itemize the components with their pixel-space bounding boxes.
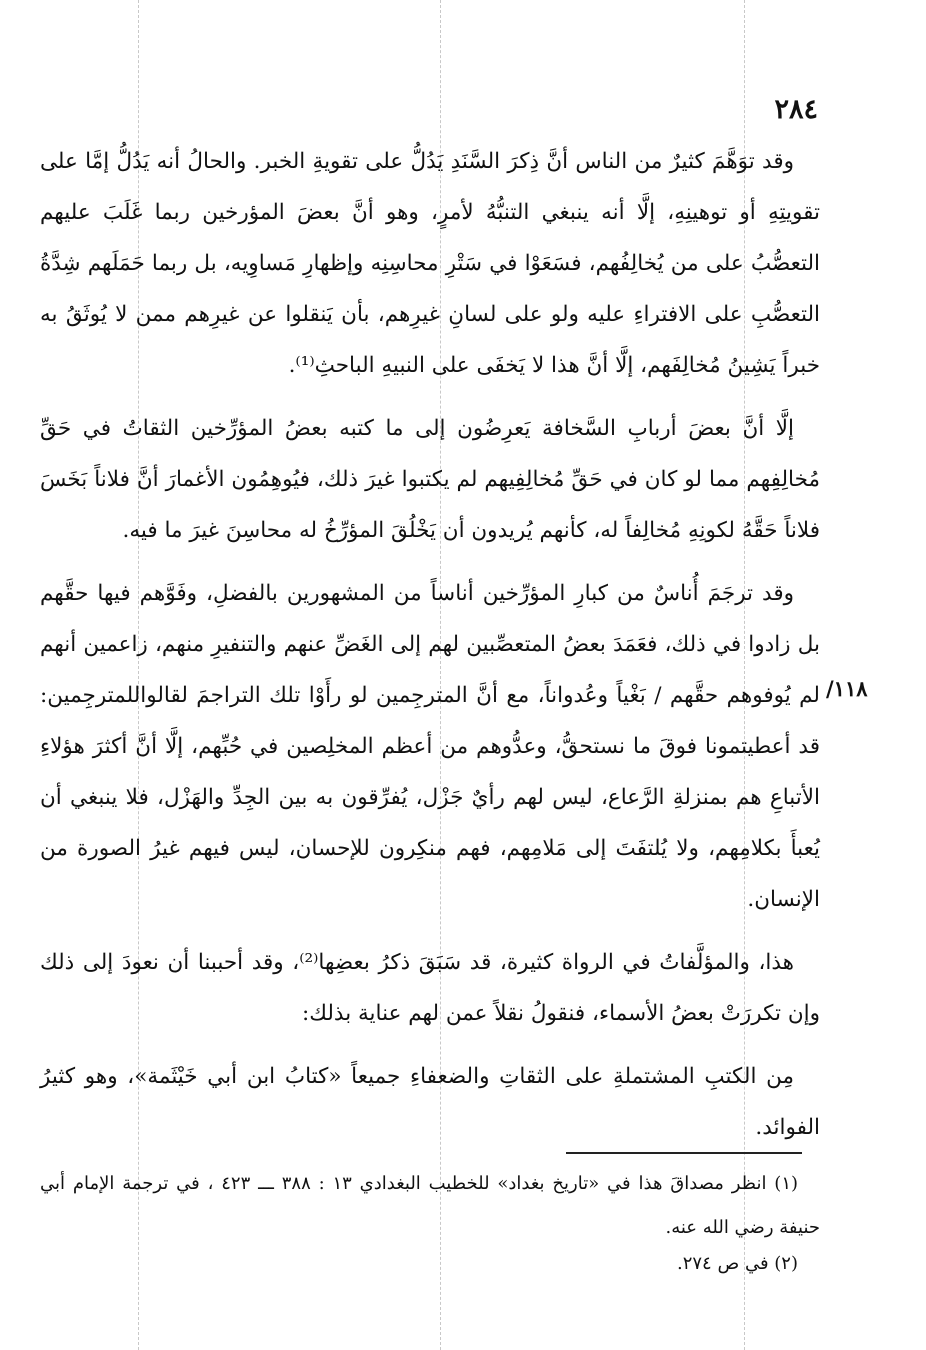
paragraph: وقد توَهَّمَ كثيرٌ من الناس أنَّ ذِكرَ السَّنَدِ يَدُلُّ على تقويةِ الخبر. والحالُ أنه يَدُلُّ إمَّا على تقويتِهِ أو توهينِهِ، إلَّا أنه ينبغي التنبُّهُ لأمرٍ، وهو أنَّ بعضَ المؤرخين ربما غَلَبَ عليهم التعصُّبُ على من يُخالِفُهم، فسَعَوْا في سَتْرِ محاسِنِه وإظهارِ مَساوِيه، بل ربما حَمَلَهم شِدَّةُ التعصُّبِ على الافتراءِ عليه ولو على لسانِ غيرِهم، بأن يَنقلوا عن غيرِهم ممن لا يُوثَقُ به خبراً يَشِينُ مُخالِفَهم، إلَّا أنَّ هذا لا يَخفَى على النبيهِ الباحثِ⁽¹⁾. [40,149,820,378]
footnote-divider [566,1152,802,1154]
main-text [40,136,820,1165]
footnote: (٢) في ص ٢٧٤. [676,1253,798,1274]
margin-page-marker: ١١٨/ [826,676,868,701]
paragraph: وقد ترجَمَ أُناسٌ من كبارِ المؤرِّخين أناساً من المشهورين بالفضلِ، وفَوَّهم فيها حقَّهم بل زادوا في ذلك، فعَمَدَ بعضُ المتعصِّبين لهم إلى الغَضِّ عنهم والتنفيرِ منهم، زاعمين أنهم لم يُوفوهم حقَّهم / بَغْياً وعُدواناً، مع أنَّ المترجِمين لو رأَوْا تلك التراجمَ لقالواللمترجِمين: قد أعطيتمونا فوقَ ما نستحقُّ، وعدُّوهم من أعظم المخلِصين في حُبِّهم، إلَّا أنَّ أكثرَ هؤلاءِ الأتباعِ هم بمنزلةِ الرَّعاع، ليس لهم رأيٌ جَزْل، يُفرِّقون به بين الجِدِّ والهَزْل، فلا ينبغي أن يُعبأَ بكلامِهم، ولا يُلتفَتَ إلى مَلامِهم، فهم منكِرون للإحسان، ليس فيهم غيرُ الصورة من الإنسان. [40,581,820,912]
footnote: (١) انظر مصداقَ هذا في «تاريخ بغداد» للخطيب البغدادي ١٣ : ٣٨٨ ـــ ٤٢٣ ، في ترجمة الإمام أبي حنيفة رضي الله عنه. [40,1173,820,1238]
page-number: ٢٨٤ [774,94,818,125]
paragraph: مِن الكتبِ المشتملةِ على الثقاتِ والضعفاءِ جميعاً «كتابُ ابن أبي خَيْثَمة»، وهو كثيرُ الفوائد. [40,1064,820,1140]
footnotes [40,1162,820,1286]
paragraph: هذا، والمؤلَّفاتُ في الرواة كثيرة، قد سَبَقَ ذكرُ بعضِها⁽²⁾، وقد أحببنا أن نعودَ إلى ذلك وإن تكررَتْ بعضُ الأسماء، فنقولُ نقلاً عمن لهم عناية بذلك: [40,950,820,1026]
paragraph: إلَّا أنَّ بعضَ أربابِ السَّخافة يَعرِضُون إلى ما كتبه بعضُ المؤرِّخين الثقاتُ في حَقِّ مُخالِفِهم مما لو كان في حَقِّ مُخالِفِيهم لم يكتبوا غيرَ ذلك، فيُوهِمُون الأغمارَ أنَّ فلاناً بَخَسَ فلاناً حَقَّهُ لكونِهِ مُخالِفاً له، كأنهم يُريدون أن يَخْلُقَ المؤرِّخُ له محاسِنَ غيرَ ما فيه. [40,416,820,543]
